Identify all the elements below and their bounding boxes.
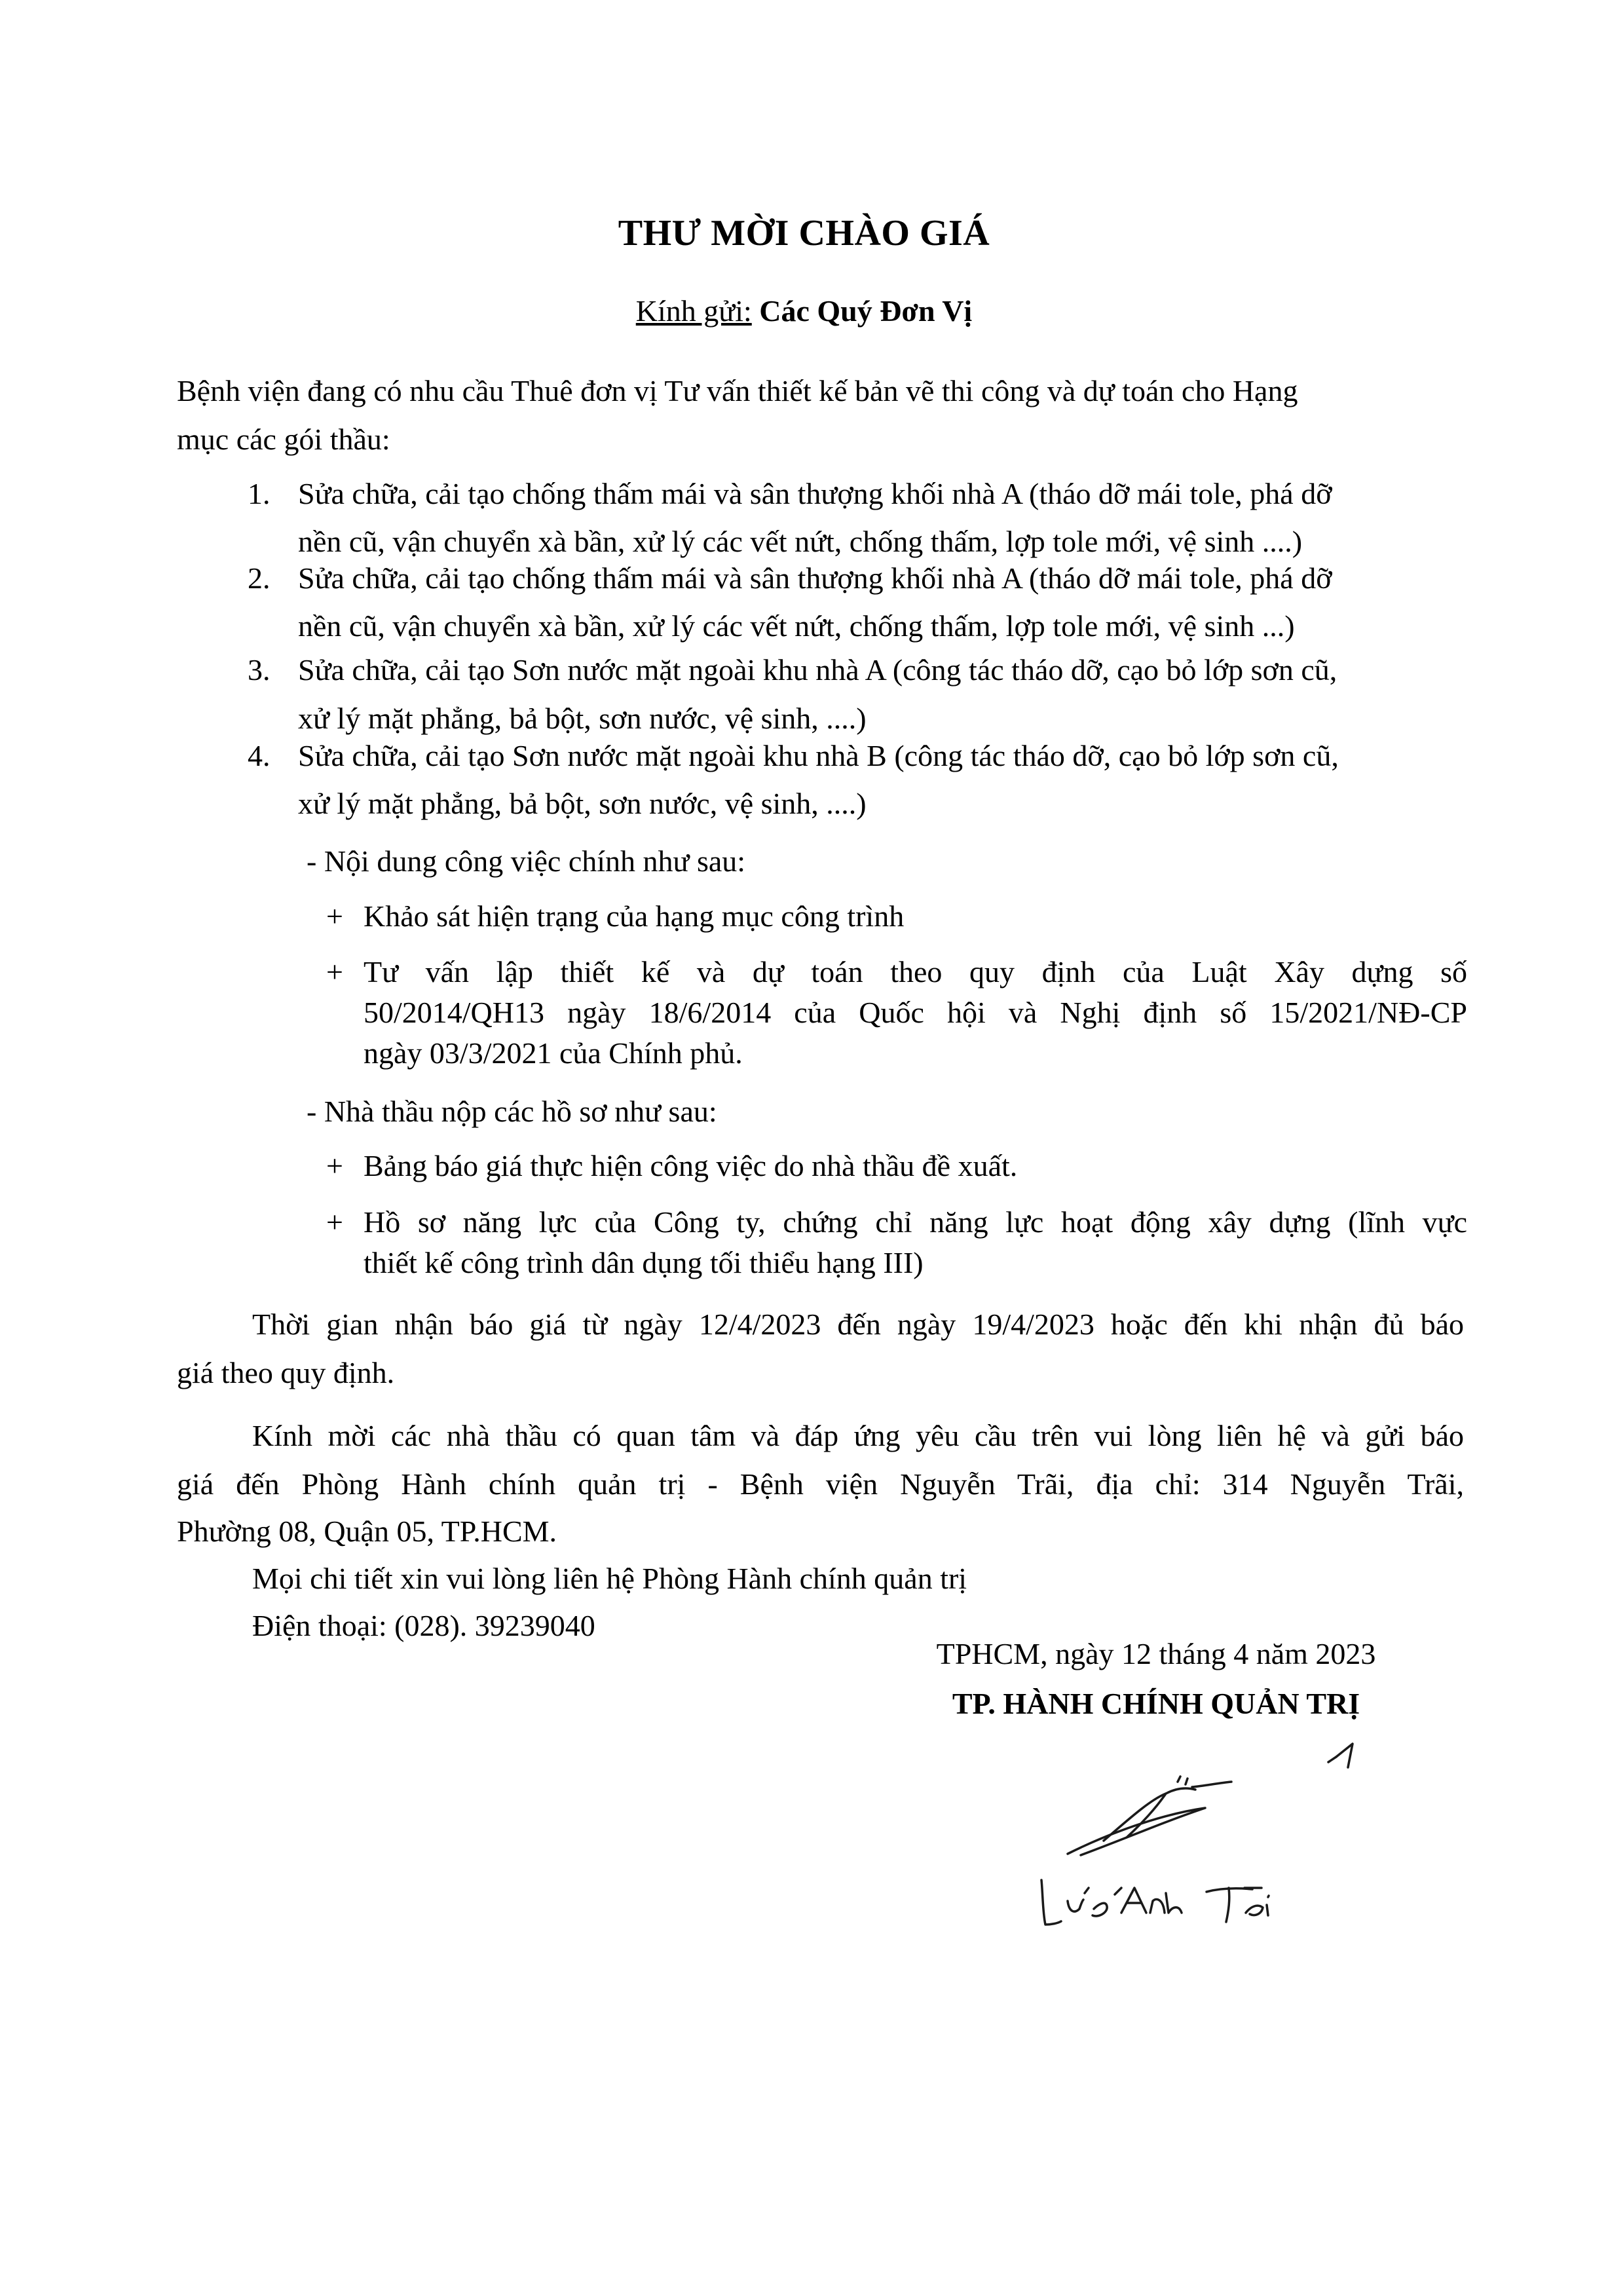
work-item-line: Tư vấn lập thiết kế và dự toán theo quy định của Luật Xây dựng số [364,955,1467,988]
work-item-line: ngày 03/3/2021 của Chính phủ. [364,1036,743,1070]
recipient-value: Các Quý Đơn Vị [759,294,973,328]
bullet-plus: + [326,1149,343,1182]
work-heading: - Nội dung công việc chính như sau: [307,844,746,878]
document-title: THƯ MỜI CHÀO GIÁ [618,213,990,254]
bullet-plus: + [326,1205,343,1239]
item-line: Sửa chữa, cải tạo chống thấm mái và sân thượng khối nhà A (tháo dỡ mái tole, phá dỡ [298,477,1332,510]
item-line: nền cũ, vận chuyển xà bần, xử lý các vết nứt, chống thấm, lợp tole mới, vệ sinh ...) [298,609,1295,643]
intro-line-2: mục các gói thầu: [177,423,390,456]
docs-heading: - Nhà thầu nộp các hồ sơ như sau: [307,1095,717,1128]
item-line: Sửa chữa, cải tạo chống thấm mái và sân thượng khối nhà A (tháo dỡ mái tole, phá dỡ [298,561,1332,595]
bullet-plus: + [326,955,343,988]
intro-line-1: Bệnh viện đang có nhu cầu Thuê đơn vị Tư vấn thiết kế bản vẽ thi công và dự toán cho Hạng [177,374,1298,407]
bullet-plus: + [326,899,343,933]
docs-item-line: thiết kế công trình dân dụng tối thiểu hạng III) [364,1246,924,1279]
item-number: 3. [248,653,271,687]
sign-date: TPHCM, ngày 12 tháng 4 năm 2023 [936,1637,1376,1670]
handwritten-signature [969,1716,1389,1939]
docs-item-line: Bảng báo giá thực hiện công việc do nhà thầu đề xuất. [364,1149,1018,1182]
recipient-label: Kính gửi: [635,294,752,328]
item-line: nền cũ, vận chuyển xà bần, xử lý các vết nứt, chống thấm, lợp tole mới, vệ sinh ....) [298,525,1303,558]
item-number: 2. [248,561,271,595]
contact-line: Mọi chi tiết xin vui lòng liên hệ Phòng Hành chính quản trị [252,1562,967,1595]
time-line-2: giá theo quy định. [177,1356,395,1389]
sign-title: TP. HÀNH CHÍNH QUẢN TRỊ [952,1687,1360,1720]
invite-line-3: Phường 08, Quận 05, TP.HCM. [177,1515,557,1548]
time-line-1: Thời gian nhận báo giá từ ngày 12/4/2023 đến ngày 19/4/2023 hoặc đến khi nhận đủ báo [252,1308,1464,1341]
item-line: xử lý mặt phẳng, bả bột, sơn nước, vệ sinh, ....) [298,787,867,820]
phone-line: Điện thoại: (028). 39239040 [252,1609,595,1642]
work-item-line: Khảo sát hiện trạng của hạng mục công trình [364,899,905,933]
item-number: 4. [248,739,271,772]
invite-line-2: giá đến Phòng Hành chính quản trị - Bệnh viện Nguyễn Trãi, địa chỉ: 314 Nguyễn Trãi, [177,1467,1464,1501]
invite-line-1: Kính mời các nhà thầu có quan tâm và đáp ứng yêu cầu trên vui lòng liên hệ và gửi báo [252,1419,1464,1452]
work-item-line: 50/2014/QH13 ngày 18/6/2014 của Quốc hội và Nghị định số 15/2021/NĐ-CP [364,996,1467,1029]
item-line: xử lý mặt phẳng, bả bột, sơn nước, vệ sinh, ....) [298,702,867,735]
item-line: Sửa chữa, cải tạo Sơn nước mặt ngoài khu nhà A (công tác tháo dỡ, cạo bỏ lớp sơn cũ, [298,653,1337,687]
recipient-line [0,296,1608,326]
item-number: 1. [248,477,271,510]
docs-item-line: Hồ sơ năng lực của Công ty, chứng chỉ năng lực hoạt động xây dựng (lĩnh vực [364,1205,1467,1239]
item-line: Sửa chữa, cải tạo Sơn nước mặt ngoài khu nhà B (công tác tháo dỡ, cạo bỏ lớp sơn cũ, [298,739,1339,772]
